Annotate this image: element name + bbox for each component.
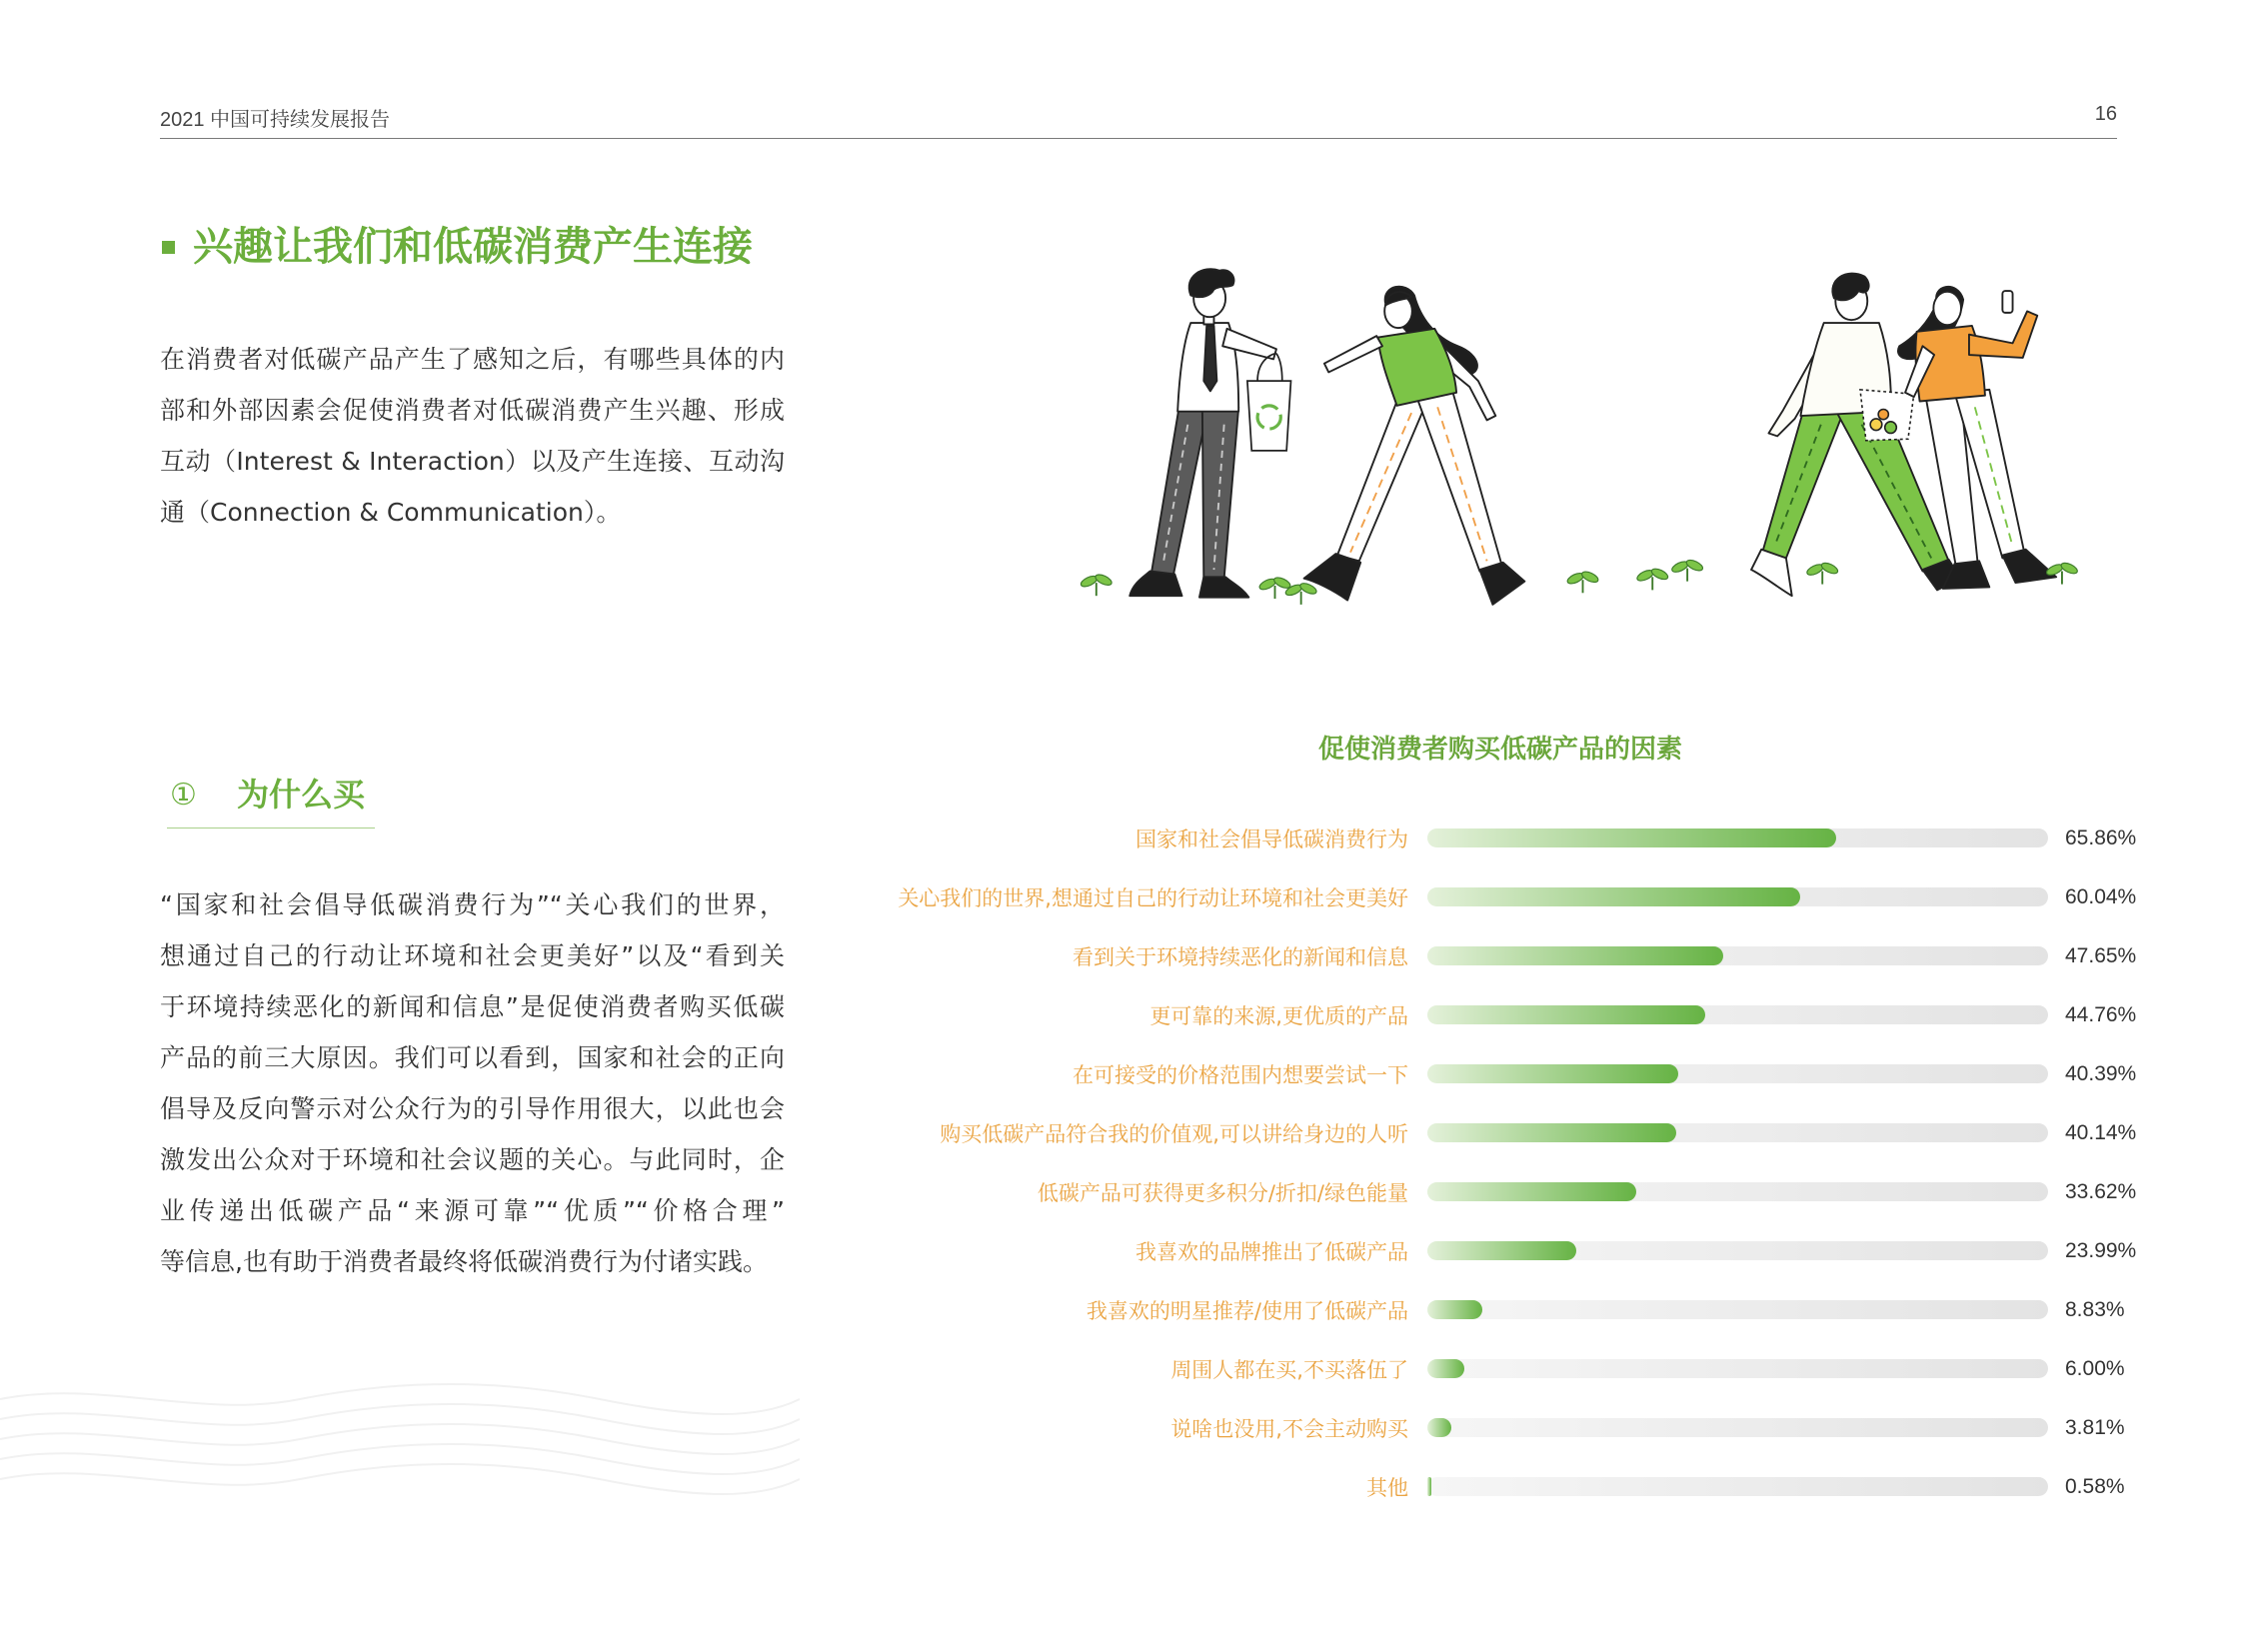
- bar-category-label: 看到关于环境持续恶化的新闻和信息: [1073, 944, 1408, 969]
- bar-value-label: 44.76%: [2065, 1002, 2137, 1026]
- bar-category-label: 低碳产品可获得更多积分/折扣/绿色能量: [1037, 1180, 1408, 1205]
- header-divider: [160, 138, 2117, 139]
- bar-value-label: 60.04%: [2065, 884, 2137, 908]
- plant-sprout: [1670, 558, 1704, 581]
- bar-row: [800, 809, 2179, 867]
- plant-sprout: [1566, 570, 1600, 593]
- bar-track: [1427, 1182, 2048, 1201]
- bar-row: [800, 1044, 2179, 1103]
- subsection-underline: [167, 827, 375, 828]
- bar-track: [1427, 1477, 2048, 1496]
- bar-value-label: 23.99%: [2065, 1238, 2137, 1262]
- report-title: 2021 中国可持续发展报告: [160, 109, 391, 131]
- bar-row: [800, 1221, 2179, 1280]
- bar-track: [1427, 1064, 2048, 1083]
- bar-track: [1427, 887, 2048, 906]
- bar-fill: [1427, 1182, 1636, 1201]
- paragraph-line: 部和外部因素会促使消费者对低碳消费产生兴趣、形成: [160, 396, 785, 425]
- bar-row: [800, 1280, 2179, 1339]
- paragraph-line: 通（Connection & Communication）。: [160, 498, 622, 527]
- bar-fill: [1427, 887, 1800, 906]
- bar-row: [800, 867, 2179, 926]
- bar-value-label: 47.65%: [2065, 943, 2137, 967]
- plant-sprout: [2045, 561, 2079, 584]
- wave-pattern-decoration: [0, 1379, 800, 1499]
- paragraph-line: 激发出公众对于环境和社会议题的关心。与此同时，企: [160, 1145, 785, 1174]
- bar-row: [800, 926, 2179, 985]
- bar-value-label: 3.81%: [2065, 1415, 2125, 1439]
- recycle-tote-bag: [1247, 354, 1291, 451]
- bar-fill: [1427, 1064, 1678, 1083]
- bar-track: [1427, 1005, 2048, 1024]
- chart-title: 促使消费者购买低碳产品的因素: [1317, 735, 1682, 765]
- bar-row: [800, 1457, 2179, 1516]
- subsection-title: 为什么买: [237, 776, 366, 814]
- bar-category-label: 周围人都在买,不买落伍了: [1170, 1357, 1408, 1382]
- bar-value-label: 65.86%: [2065, 826, 2137, 849]
- bar-row: [800, 1103, 2179, 1162]
- bar-value-label: 8.83%: [2065, 1297, 2125, 1321]
- bar-category-label: 我喜欢的明星推荐/使用了低碳产品: [1086, 1298, 1408, 1323]
- bar-value-label: 6.00%: [2065, 1356, 2125, 1380]
- plant-sprout: [1635, 567, 1669, 590]
- paragraph-line: “国家和社会倡导低碳消费行为”“关心我们的世界，: [160, 890, 785, 919]
- bar-track: [1427, 828, 2048, 847]
- net-shopping-bag: [1860, 390, 1914, 441]
- bar-track: [1427, 1300, 2048, 1319]
- page-number: 16: [2094, 103, 2117, 125]
- water-bottle-icon: [2002, 291, 2012, 313]
- paragraph-line: 想通过自己的行动让环境和社会更美好”以及“看到关: [160, 941, 785, 970]
- bar-category-label: 购买低碳产品符合我的价值观,可以讲给身边的人听: [940, 1121, 1408, 1146]
- bar-category-label: 我喜欢的品牌推出了低碳产品: [1135, 1239, 1408, 1264]
- bar-category-label: 关心我们的世界,想通过自己的行动让环境和社会更美好: [898, 885, 1408, 910]
- paragraph-line: 业传递出低碳产品“来源可靠”“优质”“价格合理”: [160, 1196, 785, 1225]
- bar-track: [1427, 1418, 2048, 1437]
- bar-fill: [1427, 1359, 1464, 1378]
- bar-fill: [1427, 1241, 1576, 1260]
- paragraph-line: 等信息,也有助于消费者最终将低碳消费行为付诸实践。: [160, 1247, 768, 1276]
- bar-track: [1427, 1123, 2048, 1142]
- bar-fill: [1427, 1300, 1482, 1319]
- bar-row: [800, 1339, 2179, 1398]
- paragraph-line: 于环境持续恶化的新闻和信息”是促使消费者购买低碳: [160, 992, 785, 1021]
- bar-category-label: 在可接受的价格范围内想要尝试一下: [1073, 1062, 1408, 1087]
- bar-fill: [1427, 1418, 1451, 1437]
- bar-row: [800, 1398, 2179, 1457]
- bar-value-label: 40.14%: [2065, 1120, 2137, 1144]
- bar-category-label: 更可靠的来源,更优质的产品: [1149, 1003, 1408, 1028]
- paragraph-line: 产品的前三大原因。我们可以看到，国家和社会的正向: [160, 1043, 785, 1072]
- bar-category-label: 说啥也没用,不会主动购买: [1170, 1416, 1408, 1441]
- paragraph-line: 倡导及反向警示对公众行为的引导作用很大，以此也会: [160, 1094, 785, 1123]
- bar-value-label: 40.39%: [2065, 1061, 2137, 1085]
- bar-value-label: 33.62%: [2065, 1179, 2137, 1203]
- woman-green-shirt-figure: [1304, 287, 1525, 605]
- bar-track: [1427, 946, 2048, 965]
- paragraph-line: 互动（Interest & Interaction）以及产生连接、互动沟: [160, 447, 785, 476]
- bar-row: [800, 1162, 2179, 1221]
- bar-value-label: 0.58%: [2065, 1474, 2125, 1498]
- bar-fill: [1427, 1123, 1676, 1142]
- illustration: [1075, 262, 2091, 618]
- bar-fill: [1427, 1005, 1705, 1024]
- bar-category-label: 国家和社会倡导低碳消费行为: [1135, 826, 1408, 851]
- plant-sprout: [1080, 573, 1114, 596]
- bar-track: [1427, 1359, 2048, 1378]
- plant-sprout: [1805, 561, 1839, 584]
- section-bullet-icon: [162, 241, 175, 254]
- bar-row: [800, 985, 2179, 1044]
- paragraph-line: 在消费者对低碳产品产生了感知之后，有哪些具体的内: [160, 345, 785, 374]
- bar-fill: [1427, 828, 1836, 847]
- bar-fill: [1427, 1477, 1431, 1496]
- bar-category-label: 其他: [1366, 1475, 1408, 1500]
- bar-chart: [800, 809, 2179, 1516]
- bar-fill: [1427, 946, 1723, 965]
- intro-paragraph: [160, 334, 785, 538]
- subsection-number: ①: [170, 778, 197, 813]
- section-title: 兴趣让我们和低碳消费产生连接: [193, 224, 753, 270]
- bar-track: [1427, 1241, 2048, 1260]
- body-paragraph: [160, 879, 785, 1287]
